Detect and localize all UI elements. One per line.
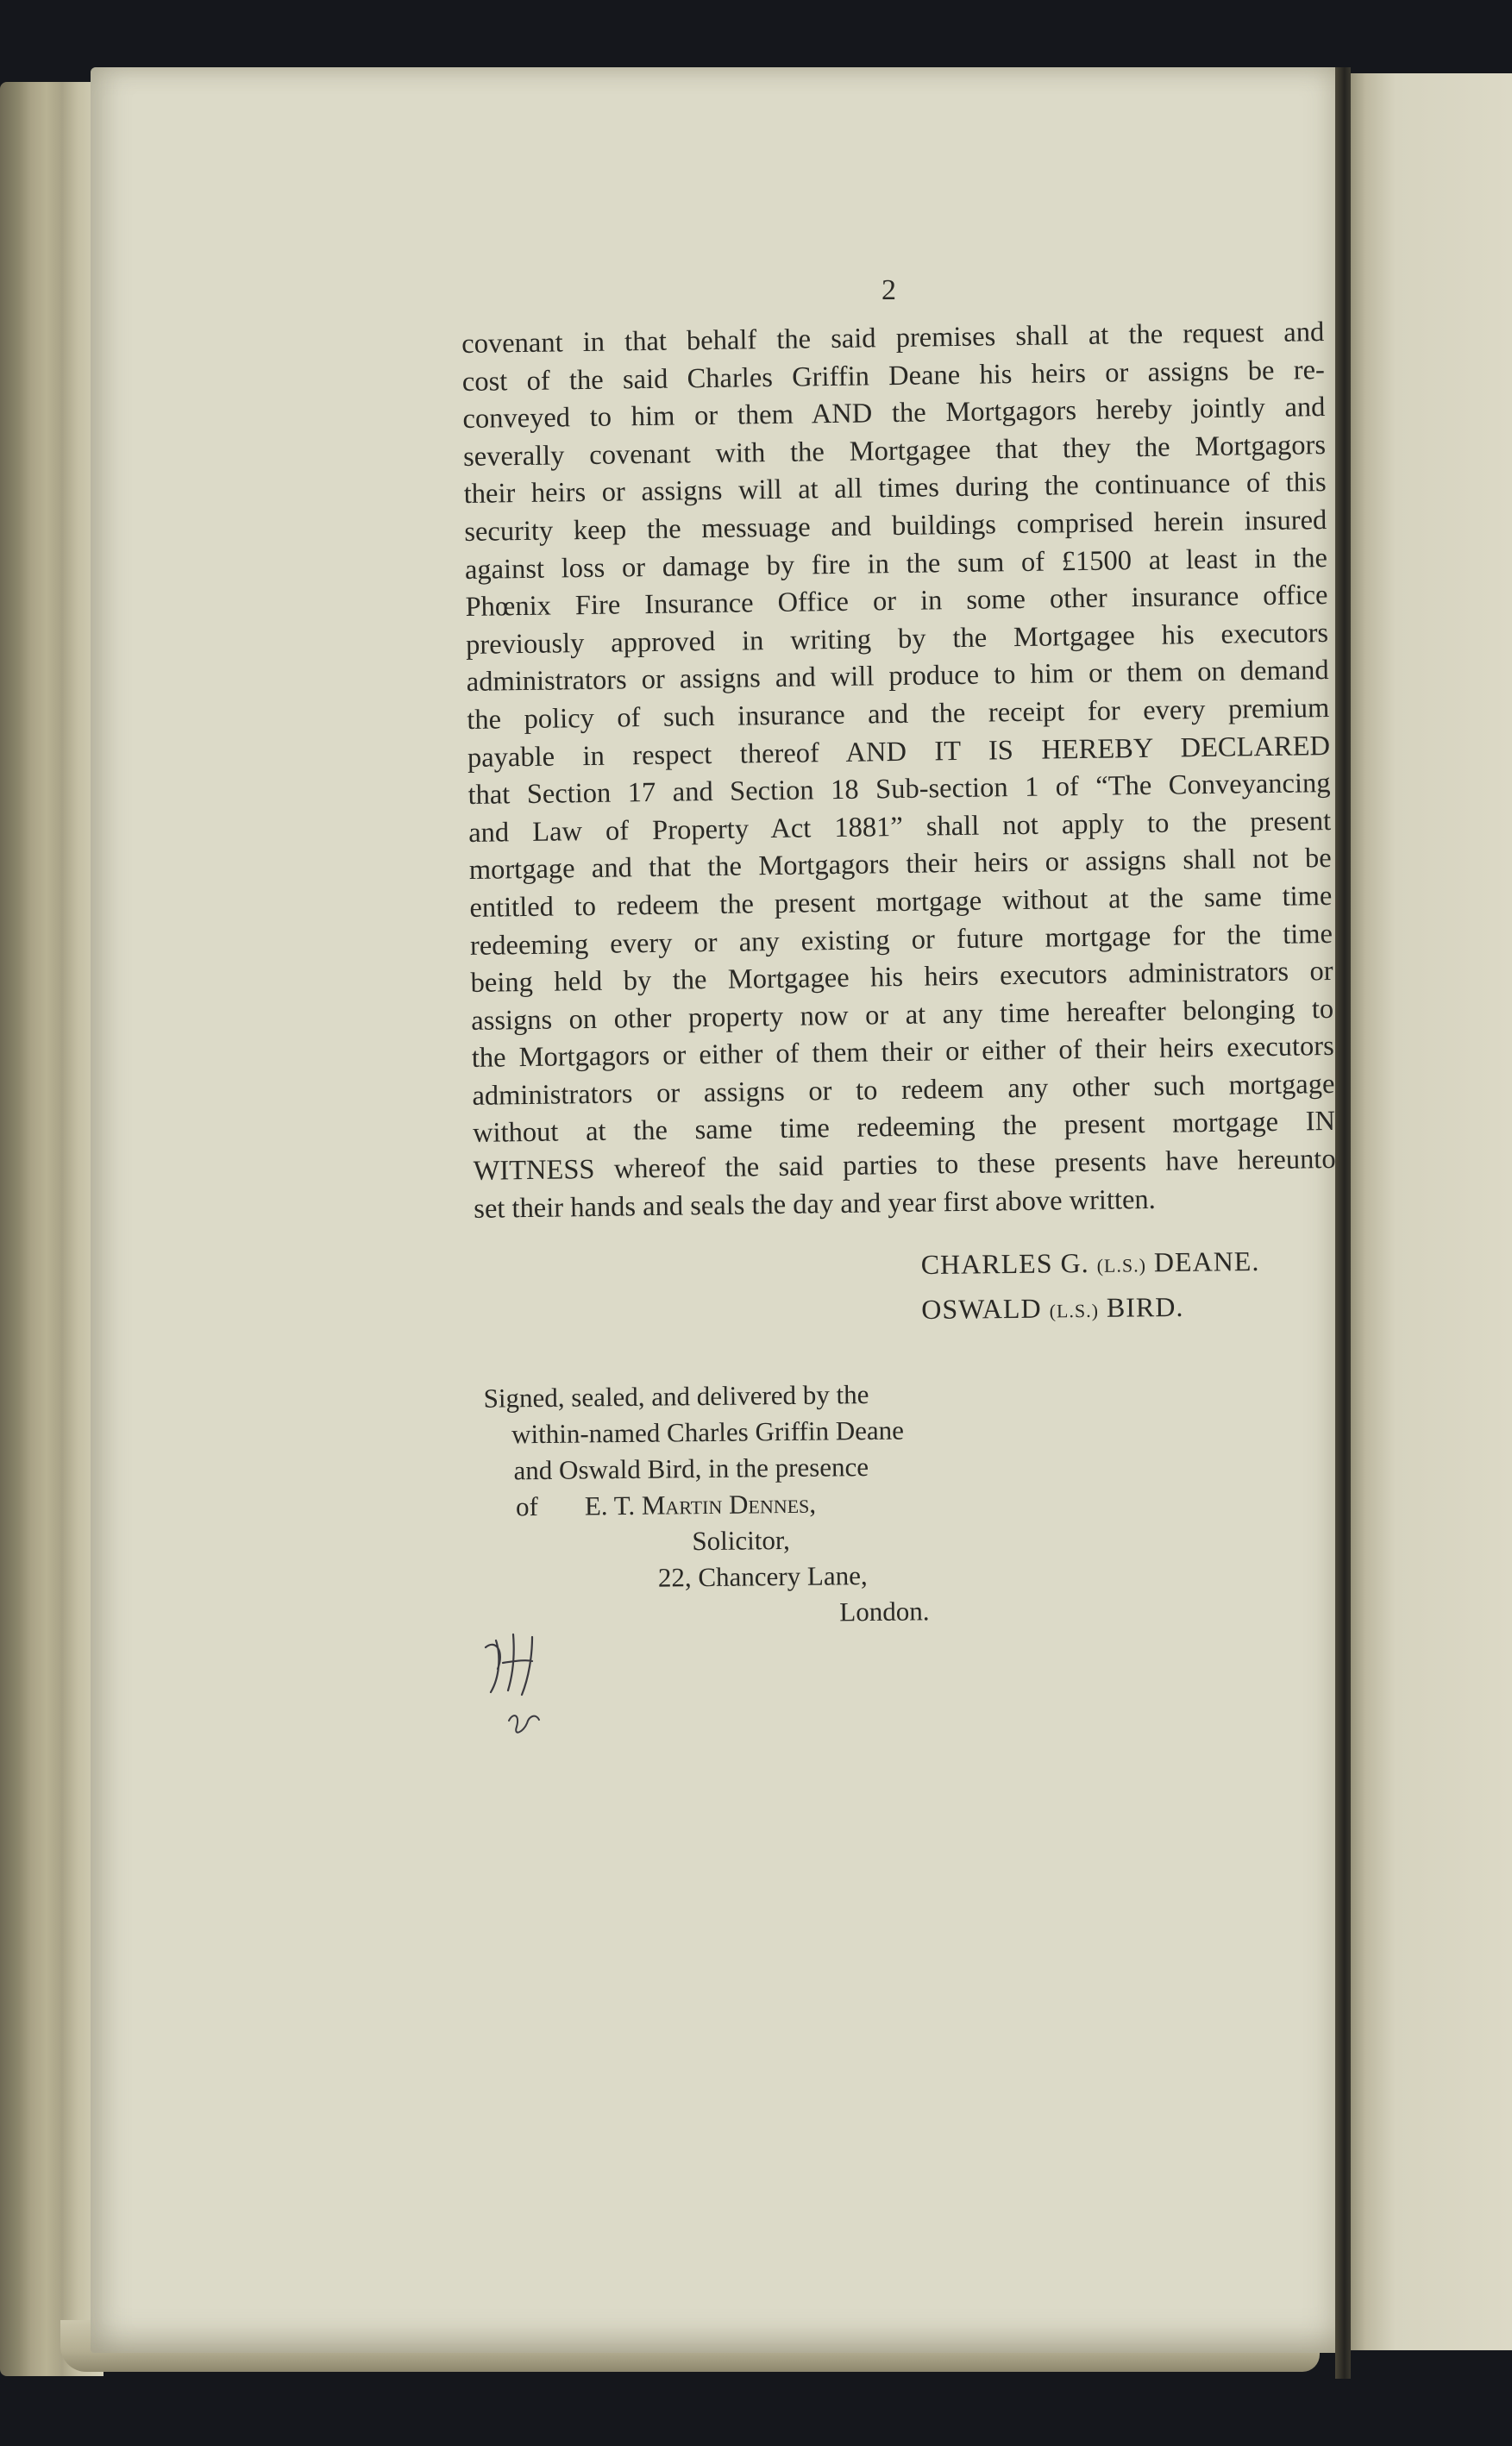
body-line: covenant in that behalf the said premises shall at the request and <box>461 317 1325 360</box>
body-line: against loss or damage by fire in the sum of £1500 at least in the <box>464 542 1328 586</box>
witness-city: London. <box>839 1596 930 1628</box>
body-line: severally covenant with the Mortgagee that they the Mortgagors <box>462 429 1327 473</box>
body-line: the Mortgagors or either of them their or either of their heirs executors <box>471 1031 1335 1075</box>
body-line: set their hands and seals the day and year first above written. <box>474 1183 1157 1225</box>
body-line: conveyed to him or them AND the Mortgagors hereby jointly and <box>462 392 1326 436</box>
witness-address: 22, Chancery Lane, <box>657 1560 868 1593</box>
body-line: Phœnix Fire Insurance Office or in some other insurance office <box>465 580 1328 624</box>
attestation-prefix: of <box>515 1491 539 1522</box>
handwritten-initials-icon <box>479 1630 574 1759</box>
signature-first-name: OSWALD <box>921 1292 1042 1326</box>
body-line: redeeming every or any existing or future mortgage for the time <box>469 918 1333 962</box>
body-line: payable in respect thereof AND IT IS HEREBY DECLARED <box>467 730 1331 774</box>
witness-name: E. T. Martin Dennes, <box>584 1488 817 1521</box>
signature-first-name: CHARLES G. <box>920 1247 1089 1281</box>
body-line: their heirs or assigns will at all times during the continuance of this <box>463 467 1327 511</box>
attestation-line: Signed, sealed, and delivered by the <box>483 1379 869 1414</box>
body-line: without at the same time redeeming the present mortgage IN <box>472 1106 1336 1150</box>
page-number: 2 <box>881 274 896 306</box>
attestation-clause <box>483 1376 929 1634</box>
body-line: administrators or assigns or to redeem any other such mortgage <box>472 1068 1335 1112</box>
body-line: entitled to redeem the present mortgage without at the same time <box>469 880 1333 924</box>
body-line: previously approved in writing by the Mortgagee his executors <box>465 617 1329 661</box>
attestation-witness-line <box>485 1484 929 1525</box>
body-line: administrators or assigns and will produce to him or them on demand <box>466 655 1329 699</box>
seal-mark: (L.S.) <box>1049 1299 1100 1322</box>
deed-body-text <box>461 314 1337 1228</box>
book-gutter <box>1335 67 1351 2379</box>
handwritten-initials-mark <box>479 1630 574 1759</box>
witness-role: Solicitor, <box>692 1524 790 1557</box>
body-line: that Section 17 and Section 18 Sub-section 1 of “The Conveyancing <box>467 768 1331 812</box>
signature-last-name: BIRD. <box>1106 1290 1184 1323</box>
body-line: being held by the Mortgagee his heirs executors administrators or <box>470 956 1333 1000</box>
body-line: cost of the said Charles Griffin Deane his heirs or assigns be re- <box>461 354 1326 398</box>
body-line: mortgage and that the Mortgagors their heirs or assigns shall not be <box>468 843 1332 887</box>
body-line: the policy of such insurance and the receipt for every premium <box>467 692 1330 736</box>
attestation-line: within-named Charles Griffin Deane <box>511 1414 905 1450</box>
body-line: assigns on other property now or at any time hereafter belonging to <box>470 993 1334 1037</box>
facing-page <box>1346 73 1512 2350</box>
signature-block <box>920 1240 1260 1333</box>
signature-last-name: DEANE. <box>1153 1245 1260 1278</box>
seal-mark: (L.S.) <box>1096 1254 1147 1276</box>
signature-line-deane <box>920 1240 1259 1289</box>
body-line: and Law of Property Act 1881” shall not apply to the present <box>467 805 1332 849</box>
book-page-edges <box>0 82 104 2376</box>
attestation-line: and Oswald Bird, in the presence <box>513 1452 869 1486</box>
signature-line-bird <box>921 1285 1260 1333</box>
body-line: security keep the messuage and buildings comprised herein insured <box>464 504 1327 548</box>
body-line: WITNESS whereof the said parties to these presents have hereunto <box>473 1144 1336 1187</box>
